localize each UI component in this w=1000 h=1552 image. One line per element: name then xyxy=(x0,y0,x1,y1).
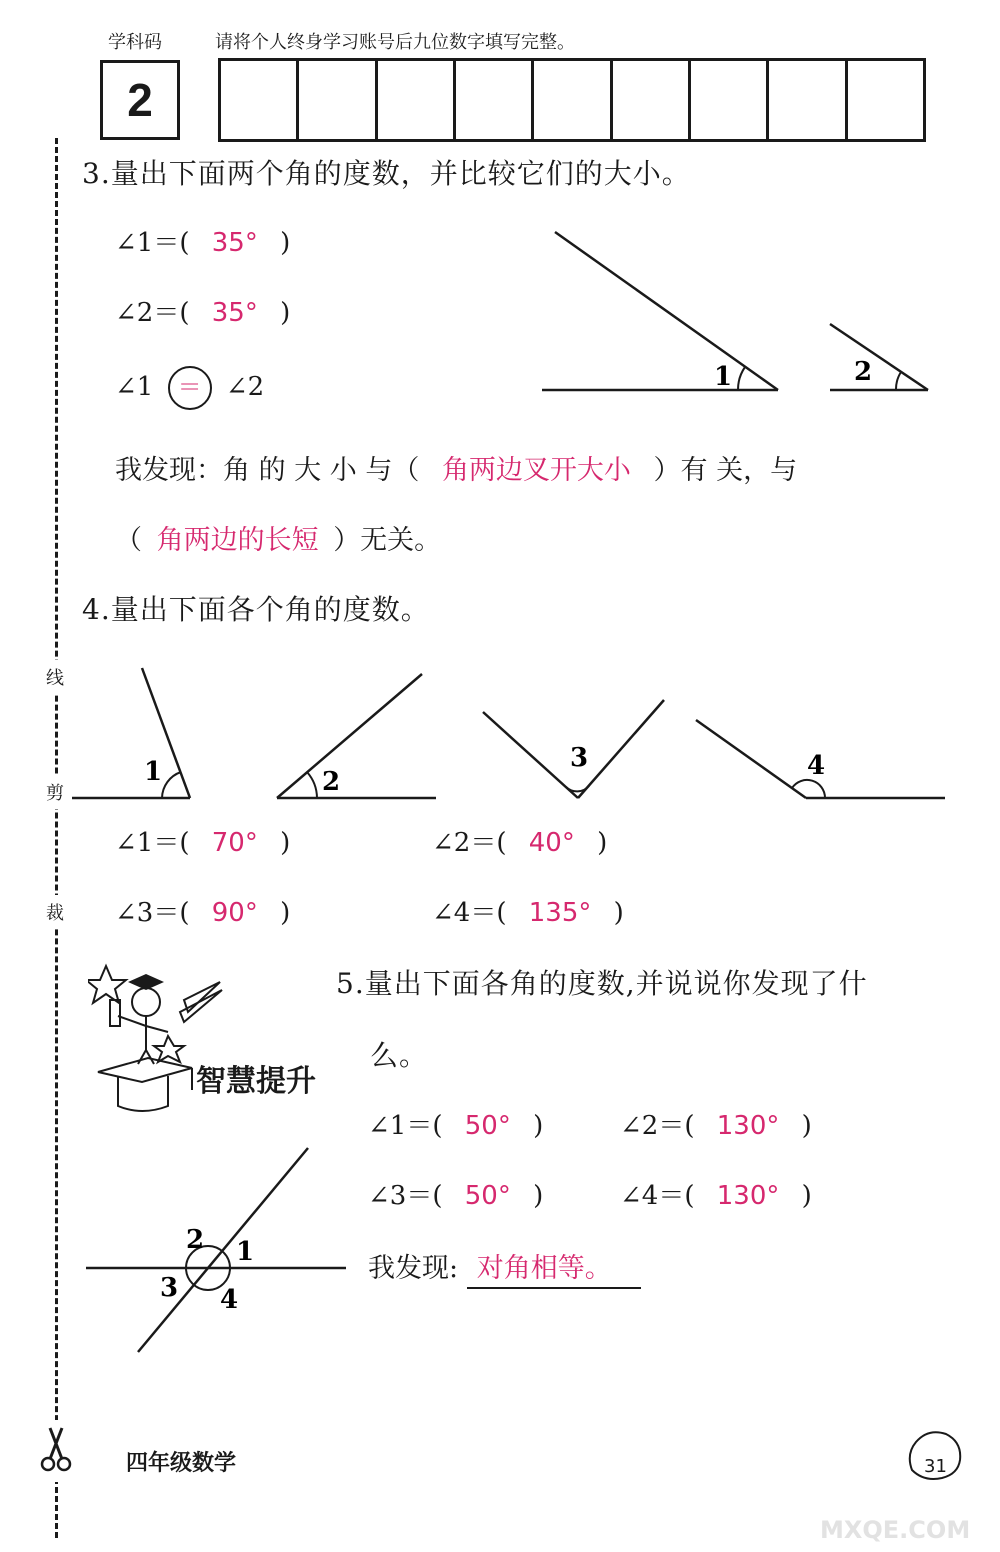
q4-angle-figures xyxy=(70,660,950,810)
cut-label-cut: 剪 xyxy=(46,775,64,809)
q3-find-suffix: ）无关。 xyxy=(333,525,442,556)
q3-compare-circle[interactable] xyxy=(168,366,212,410)
q4-angle1-arc xyxy=(162,772,181,798)
q4-answer2-prefix: ∠2＝( xyxy=(432,828,507,858)
q5-answer4-prefix: ∠4＝( xyxy=(620,1181,695,1211)
close-paren: ) xyxy=(280,898,291,928)
q4-angle1-label: 1 xyxy=(144,757,163,787)
q4-answer4-line xyxy=(432,892,624,929)
q5-answer4-line xyxy=(620,1175,812,1212)
q5-answer4-value[interactable]: 130° xyxy=(716,1181,780,1211)
q3-angle2-ray xyxy=(830,324,928,390)
q5-answer1-prefix: ∠1＝( xyxy=(368,1111,443,1141)
q4-angle3-ray-left xyxy=(483,712,578,798)
q3-find-prefix: 我发现：角 的 大 小 与（ xyxy=(115,455,420,486)
account-digit-boxes[interactable] xyxy=(218,58,926,142)
q3-discovery-line2 xyxy=(115,518,441,557)
q3-angle1-answer[interactable]: 35° xyxy=(211,228,258,258)
q5-discovery-line xyxy=(368,1246,641,1289)
q4-angle4-arc xyxy=(792,780,825,798)
close-paren: ) xyxy=(280,828,291,858)
subject-code-box xyxy=(100,60,180,140)
q5-label-2: 2 xyxy=(186,1225,205,1255)
subject-code-value: 2 xyxy=(127,74,153,126)
q3-find-middle: ）有 关，与 xyxy=(653,455,798,486)
q5-title-line1: 5.量出下面各角的度数,并说说你发现了什 xyxy=(336,967,868,1000)
q4-title: 4.量出下面各个角的度数。 xyxy=(82,593,430,626)
q3-angle2-arc xyxy=(896,372,901,390)
cut-label-line: 线 xyxy=(46,660,64,694)
q3-angle2-answer[interactable]: 35° xyxy=(211,298,258,328)
q4-angle4-ray xyxy=(696,720,806,798)
digit-box[interactable] xyxy=(456,61,534,139)
page-number: 31 xyxy=(924,1456,947,1477)
q5-answer2-line xyxy=(620,1105,812,1142)
q3-angle1-arc xyxy=(738,367,745,390)
digit-box[interactable] xyxy=(848,61,923,139)
q4-answer4-value[interactable]: 135° xyxy=(528,898,592,928)
q5-label-4: 4 xyxy=(220,1285,239,1315)
q3-find-open: （ xyxy=(115,525,142,556)
q3-angle-figures xyxy=(530,220,950,410)
account-instruction: 请将个人终身学习账号后九位数字填写完整。 xyxy=(215,32,575,53)
q3-compare-symbol: ＝ xyxy=(177,373,202,401)
close-paren: ) xyxy=(280,298,291,328)
q5-find-prefix: 我发现: xyxy=(368,1253,459,1284)
q3-compare-left: ∠1 xyxy=(115,372,154,402)
close-paren: ) xyxy=(533,1181,544,1211)
section-title-wisdom: 智慧提升 xyxy=(196,1064,316,1099)
cut-label-trim: 裁 xyxy=(46,895,64,929)
q3-angle1-ray xyxy=(555,232,778,390)
q5-slant-line xyxy=(138,1148,308,1352)
digit-box[interactable] xyxy=(613,61,691,139)
close-paren: ) xyxy=(533,1111,544,1141)
q5-answer3-line xyxy=(368,1175,543,1212)
q5-label-1: 1 xyxy=(236,1237,255,1267)
scissors-icon xyxy=(38,1420,74,1482)
digit-box[interactable] xyxy=(769,61,847,139)
q5-find-answer[interactable]: 对角相等。 xyxy=(467,1246,641,1289)
q3-compare-right: ∠2 xyxy=(225,372,265,402)
q5-answer1-line xyxy=(368,1105,543,1142)
q3-compare-line xyxy=(115,366,264,410)
close-paren: ) xyxy=(613,898,624,928)
subject-code-label: 学科码 xyxy=(108,32,162,53)
q3-title: 3.量出下面两个角的度数，并比较它们的大小。 xyxy=(82,157,691,190)
q3-find-answer2[interactable]: 角两边的长短 xyxy=(156,525,319,556)
q3-discovery-line1 xyxy=(115,448,797,487)
q5-answer2-value[interactable]: 130° xyxy=(716,1111,780,1141)
q4-answer3-prefix: ∠3＝( xyxy=(115,898,190,928)
q4-answer1-prefix: ∠1＝( xyxy=(115,828,190,858)
q5-title-line2: 么。 xyxy=(370,1039,429,1072)
digit-box[interactable] xyxy=(221,61,299,139)
q5-label-3: 3 xyxy=(160,1273,179,1303)
watermark-text: MXQE.COM xyxy=(820,1516,971,1544)
q4-answer3-value[interactable]: 90° xyxy=(211,898,258,928)
q3-angle2-prefix: ∠2＝( xyxy=(115,298,190,328)
digit-box[interactable] xyxy=(378,61,456,139)
q3-angle2-label: 2 xyxy=(854,357,873,387)
q5-intersecting-lines xyxy=(80,1140,360,1360)
close-paren: ) xyxy=(597,828,608,858)
q3-find-answer1[interactable]: 角两边叉开大小 xyxy=(441,455,631,486)
q4-answer1-value[interactable]: 70° xyxy=(211,828,258,858)
q4-answer2-value[interactable]: 40° xyxy=(528,828,575,858)
q3-angle1-line xyxy=(115,222,290,259)
digit-box[interactable] xyxy=(299,61,377,139)
cut-dashed-line xyxy=(55,138,58,1538)
q3-angle1-prefix: ∠1＝( xyxy=(115,228,190,258)
close-paren: ) xyxy=(280,228,291,258)
footer-grade-subject: 四年级数学 xyxy=(126,1451,237,1476)
digit-box[interactable] xyxy=(534,61,612,139)
q3-angle1-label: 1 xyxy=(714,362,733,392)
digit-box[interactable] xyxy=(691,61,769,139)
q4-angle2-label: 2 xyxy=(322,767,341,797)
q4-angle2-ray xyxy=(277,674,422,798)
q4-angle2-arc xyxy=(307,772,317,798)
q5-answer1-value[interactable]: 50° xyxy=(464,1111,511,1141)
close-paren: ) xyxy=(801,1181,812,1211)
q5-answer3-prefix: ∠3＝( xyxy=(368,1181,443,1211)
q4-answer1-line xyxy=(115,822,290,859)
q4-angle4-label: 4 xyxy=(807,751,826,781)
q3-angle2-line xyxy=(115,292,290,329)
q5-answer3-value[interactable]: 50° xyxy=(464,1181,511,1211)
q5-answer2-prefix: ∠2＝( xyxy=(620,1111,695,1141)
q4-angle3-label: 3 xyxy=(570,743,589,773)
close-paren: ) xyxy=(801,1111,812,1141)
q4-answer3-line xyxy=(115,892,290,929)
q4-angle3-ray-right xyxy=(578,700,664,798)
q4-answer2-line xyxy=(432,822,607,859)
q4-answer4-prefix: ∠4＝( xyxy=(432,898,507,928)
